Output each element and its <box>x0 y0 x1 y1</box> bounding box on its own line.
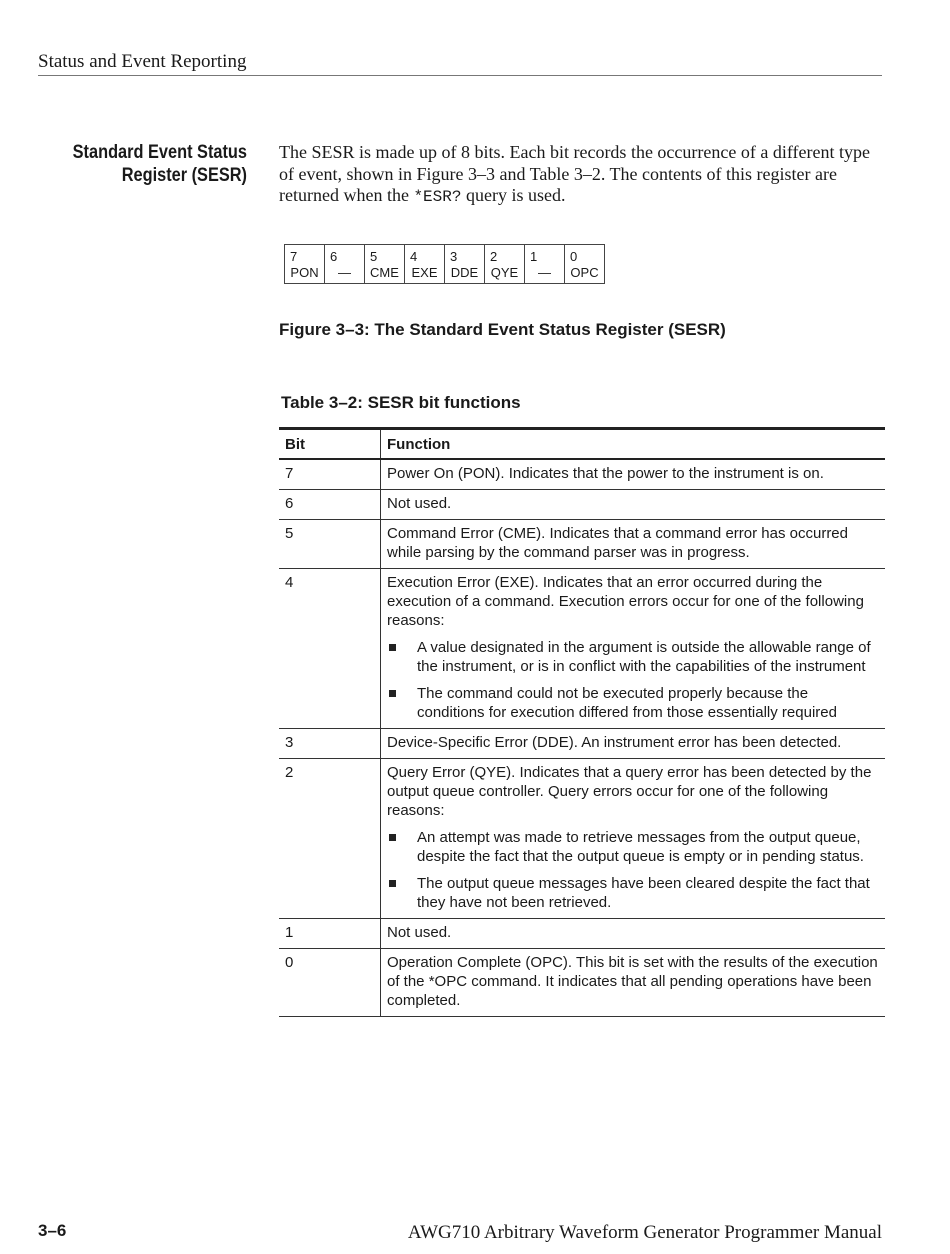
esr-query-code: *ESR? <box>413 188 462 206</box>
function-cell <box>381 490 886 520</box>
function-cell <box>381 520 886 569</box>
square-bullet-icon <box>389 880 396 887</box>
section-heading <box>69 141 247 187</box>
section-heading-line2: Register (SESR) <box>121 165 247 186</box>
register-cell <box>565 245 605 284</box>
bit-cell: 3 <box>279 729 381 759</box>
bit-cell: 6 <box>279 490 381 520</box>
table-row <box>279 520 885 569</box>
register-cell <box>365 245 405 284</box>
square-bullet-icon <box>389 644 396 651</box>
register-bit-mnemonic: QYE <box>490 265 519 280</box>
intro-text-end: query is used. <box>461 185 566 205</box>
register-cell <box>325 245 365 284</box>
register-bit-mnemonic: CME <box>370 265 399 280</box>
bit-cell: 4 <box>279 569 381 729</box>
function-cell <box>381 919 886 949</box>
bit-cell: 7 <box>279 459 381 490</box>
function-text: Execution Error (EXE). Indicates that an error occurred during the execution of a command. Execution errors occur for one of the following reasons: <box>387 574 864 629</box>
register-bit-number: 7 <box>290 249 298 264</box>
intro-paragraph <box>279 142 879 209</box>
sesr-bit-functions-table <box>279 427 885 1017</box>
column-header-bit: Bit <box>279 429 381 460</box>
function-cell <box>381 459 886 490</box>
function-cell <box>381 759 886 919</box>
running-header: Status and Event Reporting <box>38 51 882 76</box>
register-bit-mnemonic: OPC <box>570 265 599 280</box>
function-text: Power On (PON). Indicates that the power to the instrument is on. <box>387 465 824 482</box>
register-bit-mnemonic: PON <box>290 265 319 280</box>
list-item-text: The command could not be executed properly because the conditions for execution differed from those essentially required <box>417 685 837 721</box>
column-header-function: Function <box>381 429 886 460</box>
sesr-register-diagram <box>284 244 605 284</box>
table-row <box>279 919 885 949</box>
function-text: Not used. <box>387 495 452 512</box>
register-bit-number: 5 <box>370 249 378 264</box>
table-row <box>279 459 885 490</box>
register-bit-number: 1 <box>530 249 538 264</box>
register-bit-number: 6 <box>330 249 338 264</box>
table-row <box>279 759 885 919</box>
register-row <box>285 245 605 284</box>
bit-cell: 1 <box>279 919 381 949</box>
list-item <box>387 684 879 722</box>
table-row <box>279 729 885 759</box>
list-item-text: An attempt was made to retrieve messages from the output queue, despite the fact that the output queue is empty or in pending status. <box>417 829 864 865</box>
register-cell <box>485 245 525 284</box>
register-bit-number: 2 <box>490 249 498 264</box>
register-cell <box>525 245 565 284</box>
function-text: Query Error (QYE). Indicates that a query error has been detected by the output queue controller. Query errors occur for one of the following reasons: <box>387 764 872 819</box>
function-cell <box>381 569 886 729</box>
table-header-row <box>279 429 885 460</box>
register-bit-mnemonic: — <box>338 265 351 280</box>
register-cell <box>405 245 445 284</box>
register-cell <box>445 245 485 284</box>
bit-cell: 0 <box>279 949 381 1017</box>
table-row <box>279 569 885 729</box>
table-caption: Table 3–2: SESR bit functions <box>281 393 521 412</box>
list-item <box>387 828 879 866</box>
figure-caption: Figure 3–3: The Standard Event Status Register (SESR) <box>279 320 726 339</box>
register-bit-mnemonic: DDE <box>450 265 479 280</box>
bit-cell: 5 <box>279 520 381 569</box>
register-bit-mnemonic: EXE <box>411 265 438 280</box>
register-bit-mnemonic: — <box>538 265 551 280</box>
square-bullet-icon <box>389 690 396 697</box>
function-text: Command Error (CME). Indicates that a command error has occurred while parsing by the command parser was in progress. <box>387 525 848 561</box>
manual-title: AWG710 Arbitrary Waveform Generator Programmer Manual <box>407 1222 882 1243</box>
function-cell <box>381 729 886 759</box>
function-text: Device-Specific Error (DDE). An instrument error has been detected. <box>387 734 842 751</box>
function-cell <box>381 949 886 1017</box>
function-text: Operation Complete (OPC). This bit is set with the results of the execution of the *OPC command. It indicates that all pending operations have been completed. <box>387 954 878 1009</box>
register-cell <box>285 245 325 284</box>
register-bit-number: 0 <box>570 249 578 264</box>
function-text: Not used. <box>387 924 452 941</box>
table-row <box>279 949 885 1017</box>
list-item <box>387 874 879 912</box>
register-bit-number: 3 <box>450 249 458 264</box>
list-item <box>387 638 879 676</box>
list-item-text: The output queue messages have been cleared despite the fact that they have not been retrieved. <box>417 875 870 911</box>
table-row <box>279 490 885 520</box>
reason-list <box>387 638 879 722</box>
page-number: 3–6 <box>38 1221 67 1240</box>
register-bit-number: 4 <box>410 249 418 264</box>
bit-cell: 2 <box>279 759 381 919</box>
square-bullet-icon <box>389 834 396 841</box>
intro-text: The SESR is made up of 8 bits. Each bit records the occurrence of a different type of event, shown in Figure 3–3 and Table 3–2. The contents of this register are returned when the <box>279 142 870 205</box>
section-heading-line1: Standard Event Status <box>72 142 248 163</box>
list-item-text: A value designated in the argument is outside the allowable range of the instrument, or is in conflict with the capabilities of the instrument <box>417 639 871 675</box>
reason-list <box>387 828 879 912</box>
